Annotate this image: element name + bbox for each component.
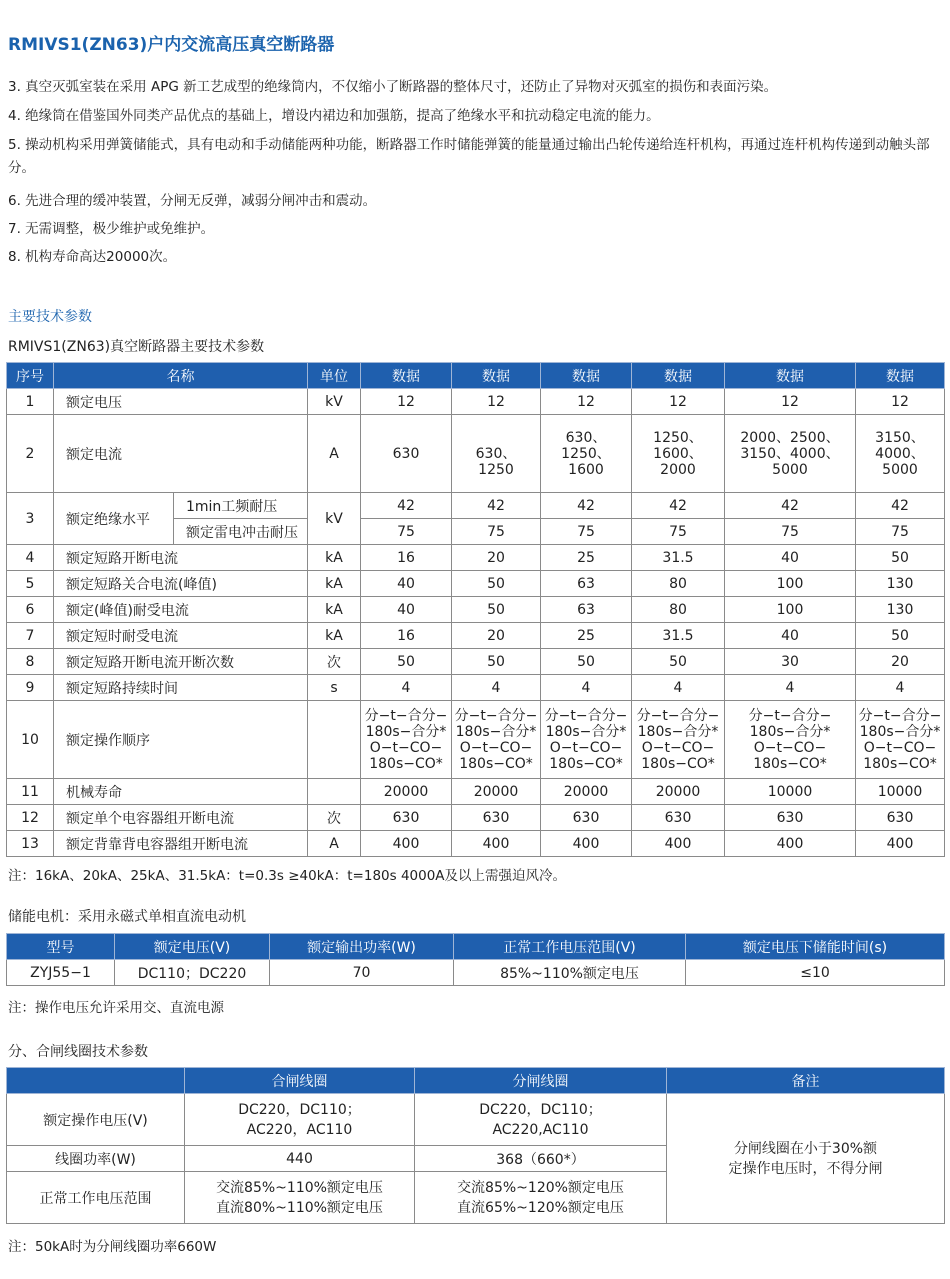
row-no: 11 [7, 779, 54, 805]
row-name: 额定短路持续时间 [54, 675, 308, 701]
row-no: 1 [7, 389, 54, 415]
row-unit: 次 [308, 649, 361, 675]
cell-value: 40 [361, 571, 452, 597]
cell-value: 12 [541, 389, 632, 415]
cell-value: 31.5 [632, 545, 725, 571]
cell-value: 30 [725, 649, 856, 675]
table-row [7, 493, 945, 519]
cell-value: 75 [541, 519, 632, 545]
cell-value: 42 [452, 493, 541, 519]
cell-value: 630 [541, 805, 632, 831]
header-storage-time: 额定电压下储能时间(s) [686, 934, 945, 960]
cell-value: 20000 [361, 779, 452, 805]
cell-value: 42 [361, 493, 452, 519]
operation-sequence-cell: 分−t−合分− 180s−合分* O−t−CO− 180s−CO* [725, 701, 856, 779]
header-empty [7, 1068, 185, 1094]
cell-value: 130 [856, 571, 945, 597]
operation-sequence-cell: 分−t−合分− 180s−合分* O−t−CO− 180s−CO* [452, 701, 541, 779]
row-no: 10 [7, 701, 54, 779]
feature-8: 8. 机构寿命高达20000次。 [8, 249, 177, 265]
cell-value: 42 [856, 493, 945, 519]
feature-7: 7. 无需调整，极少维护或免维护。 [8, 221, 215, 237]
table1-header-row [7, 363, 945, 389]
cell-value: 630 [856, 805, 945, 831]
table-row [7, 779, 945, 805]
row-name: 正常工作电压范围 [7, 1172, 185, 1224]
row-name: 额定单个电容器组开断电流 [54, 805, 308, 831]
row-unit: s [308, 675, 361, 701]
remark-cell: 分闸线圈在小于30%额 定操作电压时，不得分闸 [667, 1094, 945, 1224]
row-no: 7 [7, 623, 54, 649]
cell-value: 630、 1250 [452, 415, 541, 493]
cell-value: 368（660*） [415, 1146, 667, 1172]
cell-value: 400 [541, 831, 632, 857]
table2-header-row [7, 934, 945, 960]
table-row [7, 831, 945, 857]
cell-value: 630 [632, 805, 725, 831]
cell-value: 42 [725, 493, 856, 519]
main-parameters-table [6, 362, 945, 857]
cell-value: DC220，DC110； AC220，AC110 [185, 1094, 415, 1146]
cell-value: 75 [632, 519, 725, 545]
cell-value: 400 [632, 831, 725, 857]
header-name: 名称 [54, 363, 308, 389]
cell-value: 50 [452, 571, 541, 597]
cell-value: ZYJ55−1 [7, 960, 115, 986]
cell-value: 85%~110%额定电压 [454, 960, 686, 986]
row-unit: kV [308, 389, 361, 415]
row-name: 额定短时耐受电流 [54, 623, 308, 649]
table-row [7, 415, 945, 493]
row-no: 8 [7, 649, 54, 675]
coil-table [6, 1067, 945, 1224]
cell-value: 25 [541, 545, 632, 571]
table-row [7, 545, 945, 571]
feature-6: 6. 先进合理的缓冲装置，分闸无反弹，减弱分闸冲击和震动。 [8, 193, 377, 209]
header-remark: 备注 [667, 1068, 945, 1094]
cell-value: 75 [452, 519, 541, 545]
cell-value: 12 [361, 389, 452, 415]
table-row [7, 960, 945, 986]
motor-table [6, 933, 945, 986]
row-unit: kV [308, 493, 361, 545]
cell-value: 4 [632, 675, 725, 701]
cell-value: 630 [725, 805, 856, 831]
cell-value: 50 [361, 649, 452, 675]
operation-sequence-cell: 分−t−合分− 180s−合分* O−t−CO− 180s−CO* [361, 701, 452, 779]
table-row [7, 649, 945, 675]
cell-value: 75 [725, 519, 856, 545]
cell-value: 12 [725, 389, 856, 415]
cell-value: 440 [185, 1146, 415, 1172]
row-unit: A [308, 831, 361, 857]
cell-value: 10000 [725, 779, 856, 805]
cell-value: 40 [361, 597, 452, 623]
table-row [7, 571, 945, 597]
cell-value: 130 [856, 597, 945, 623]
cell-value: 400 [452, 831, 541, 857]
cell-value: 50 [856, 623, 945, 649]
row-name: 线圈功率(W) [7, 1146, 185, 1172]
row-unit: 次 [308, 805, 361, 831]
cell-value: 75 [361, 519, 452, 545]
header-output-power: 额定输出功率(W) [270, 934, 454, 960]
row-no: 4 [7, 545, 54, 571]
cell-value: 63 [541, 597, 632, 623]
feature-3: 3. 真空灭弧室装在采用 APG 新工艺成型的绝缘筒内，不仅缩小了断路器的整体尺寸，还防止了异物对灭弧室的损伤和表面污染。 [8, 79, 778, 95]
cell-value: DC220，DC110； AC220,AC110 [415, 1094, 667, 1146]
table3-caption: 分、合闸线圈技术参数 [8, 1044, 148, 1060]
cell-value: 50 [452, 597, 541, 623]
row-unit: kA [308, 597, 361, 623]
cell-value: 3150、 4000、 5000 [856, 415, 945, 493]
cell-value: 20 [452, 623, 541, 649]
cell-value: 630 [361, 805, 452, 831]
row-no: 9 [7, 675, 54, 701]
row-no: 5 [7, 571, 54, 597]
cell-value: 20000 [541, 779, 632, 805]
cell-value: 50 [632, 649, 725, 675]
section-title: 主要技术参数 [8, 309, 92, 325]
table-row [7, 623, 945, 649]
cell-value: 4 [452, 675, 541, 701]
cell-value: 4 [541, 675, 632, 701]
header-no: 序号 [7, 363, 54, 389]
cell-value: 50 [541, 649, 632, 675]
operation-sequence-cell: 分−t−合分− 180s−合分* O−t−CO− 180s−CO* [632, 701, 725, 779]
row-no: 3 [7, 493, 54, 545]
header-data-1: 数据 [361, 363, 452, 389]
table-row [7, 1094, 945, 1146]
sub-row-name: 额定雷电冲击耐压 [174, 519, 308, 545]
cell-value: 80 [632, 571, 725, 597]
header-unit: 单位 [308, 363, 361, 389]
cell-value: 20000 [452, 779, 541, 805]
row-name: 额定(峰值)耐受电流 [54, 597, 308, 623]
cell-value: 42 [541, 493, 632, 519]
cell-value: 4 [725, 675, 856, 701]
cell-value: 630、 1250、 1600 [541, 415, 632, 493]
cell-value: 31.5 [632, 623, 725, 649]
row-name: 机械寿命 [54, 779, 308, 805]
row-unit: A [308, 415, 361, 493]
header-model: 型号 [7, 934, 115, 960]
header-voltage-range: 正常工作电压范围(V) [454, 934, 686, 960]
row-no: 12 [7, 805, 54, 831]
cell-value: 50 [452, 649, 541, 675]
header-close-coil: 合闸线圈 [185, 1068, 415, 1094]
cell-value: 交流85%~120%额定电压 直流65%~120%额定电压 [415, 1172, 667, 1224]
table-row [7, 597, 945, 623]
table3-header-row [7, 1068, 945, 1094]
operation-sequence-cell: 分−t−合分− 180s−合分* O−t−CO− 180s−CO* [856, 701, 945, 779]
cell-value: DC110；DC220 [115, 960, 270, 986]
table-row [7, 675, 945, 701]
row-name: 额定操作顺序 [54, 701, 308, 779]
cell-value: 10000 [856, 779, 945, 805]
header-rated-voltage: 额定电压(V) [115, 934, 270, 960]
row-unit: kA [308, 545, 361, 571]
cell-value: 630 [452, 805, 541, 831]
row-name: 额定电压 [54, 389, 308, 415]
row-name: 额定短路开断电流开断次数 [54, 649, 308, 675]
row-no: 13 [7, 831, 54, 857]
row-name: 额定短路开断电流 [54, 545, 308, 571]
cell-value: 20 [452, 545, 541, 571]
cell-value: 50 [856, 545, 945, 571]
header-data-2: 数据 [452, 363, 541, 389]
cell-value: 16 [361, 545, 452, 571]
cell-value: 400 [856, 831, 945, 857]
table1-caption: RMIVS1(ZN63)真空断路器主要技术参数 [8, 339, 265, 355]
cell-value: 20 [856, 649, 945, 675]
page-title: RMIVS1(ZN63)户内交流高压真空断路器 [8, 35, 335, 55]
row-name: 额定操作电压(V) [7, 1094, 185, 1146]
cell-value: 1250、 1600、 2000 [632, 415, 725, 493]
cell-value: ≤10 [686, 960, 945, 986]
feature-5: 5. 操动机构采用弹簧储能式，具有电动和手动储能两种功能，断路器工作时储能弹簧的能量通过输出凸轮传递给连杆机构，再通过连杆机构传递到动触头部分。 [8, 137, 930, 176]
header-data-3: 数据 [541, 363, 632, 389]
table-row [7, 389, 945, 415]
cell-value: 4 [856, 675, 945, 701]
cell-value: 2000、2500、 3150、4000、 5000 [725, 415, 856, 493]
header-data-5: 数据 [725, 363, 856, 389]
row-name: 额定绝缘水平 [54, 493, 174, 545]
header-open-coil: 分闸线圈 [415, 1068, 667, 1094]
header-data-4: 数据 [632, 363, 725, 389]
cell-value: 20000 [632, 779, 725, 805]
row-name: 额定短路关合电流(峰值) [54, 571, 308, 597]
row-unit: kA [308, 571, 361, 597]
cell-value: 16 [361, 623, 452, 649]
cell-value: 100 [725, 597, 856, 623]
row-name: 额定电流 [54, 415, 308, 493]
cell-value: 42 [632, 493, 725, 519]
row-name: 额定背靠背电容器组开断电流 [54, 831, 308, 857]
cell-value: 12 [452, 389, 541, 415]
header-data-6: 数据 [856, 363, 945, 389]
cell-value: 12 [632, 389, 725, 415]
feature-4: 4. 绝缘筒在借鉴国外同类产品优点的基础上，增设内裙边和加强筋，提高了绝缘水平和抗动稳定电流的能力。 [8, 108, 660, 124]
cell-value: 25 [541, 623, 632, 649]
operation-sequence-cell: 分−t−合分− 180s−合分* O−t−CO− 180s−CO* [541, 701, 632, 779]
cell-value: 100 [725, 571, 856, 597]
table1-note: 注：16kA、20kA、25kA、31.5kA：t=0.3s ≥40kA：t=180s 4000A及以上需强迫风冷。 [8, 868, 567, 884]
cell-value: 63 [541, 571, 632, 597]
cell-value: 40 [725, 545, 856, 571]
cell-value: 400 [725, 831, 856, 857]
table-row [7, 805, 945, 831]
row-unit [308, 701, 361, 779]
cell-value: 75 [856, 519, 945, 545]
cell-value: 40 [725, 623, 856, 649]
row-no: 6 [7, 597, 54, 623]
cell-value: 400 [361, 831, 452, 857]
cell-value: 630 [361, 415, 452, 493]
table2-note: 注：操作电压允许采用交、直流电源 [8, 1000, 224, 1016]
cell-value: 70 [270, 960, 454, 986]
cell-value: 80 [632, 597, 725, 623]
table3-note: 注：50kA时为分闸线圈功率660W [8, 1239, 217, 1255]
row-unit: kA [308, 623, 361, 649]
cell-value: 4 [361, 675, 452, 701]
sub-row-name: 1min工频耐压 [174, 493, 308, 519]
table-row [7, 701, 945, 779]
cell-value: 12 [856, 389, 945, 415]
row-no: 2 [7, 415, 54, 493]
table2-caption: 储能电机：采用永磁式单相直流电动机 [8, 909, 246, 925]
row-unit [308, 779, 361, 805]
cell-value: 交流85%~110%额定电压 直流80%~110%额定电压 [185, 1172, 415, 1224]
